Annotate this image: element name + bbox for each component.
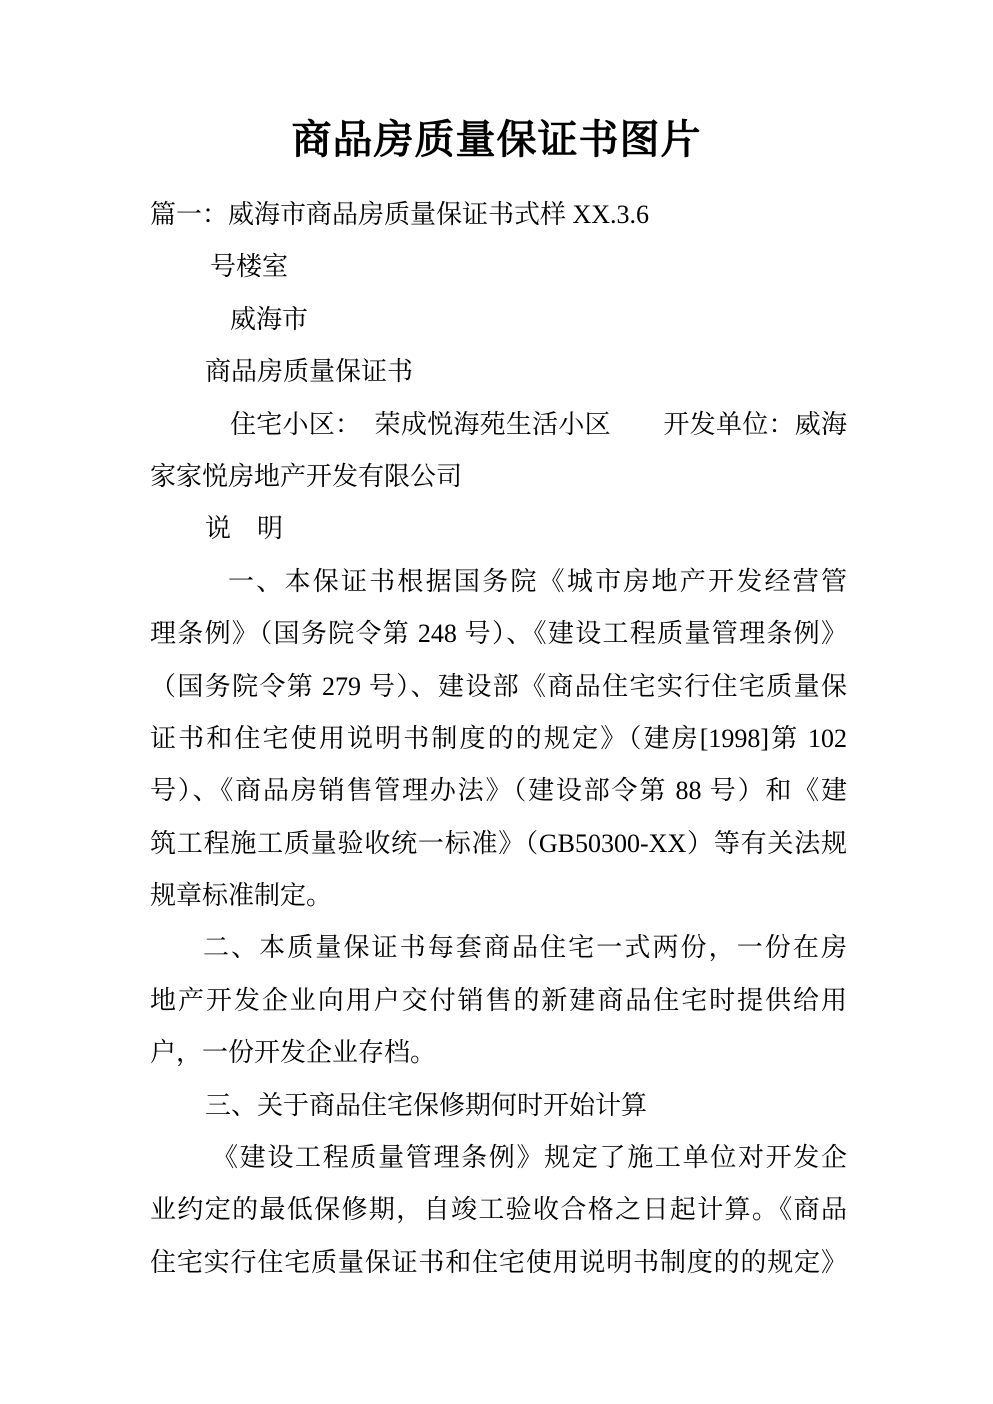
document-body <box>150 189 847 1289</box>
text-line: 户，一份开发企业存档。 <box>150 1038 437 1068</box>
text-line: 二、本质量保证书每套商品住宅一式两份，一份在房 <box>203 933 847 963</box>
text-line: 证书和住宅使用说明书制度的的规定》（建房[1998]第 102 <box>150 723 847 753</box>
text-line: 家家悦房地产开发有限公司 <box>150 461 463 491</box>
text-line: 筑工程施工质量验收统一标准》（GB50300-XX）等有关法规 <box>150 828 847 858</box>
text-line: 住宅实行住宅质量保证书和住宅使用说明书制度的的规定》 <box>150 1247 847 1277</box>
text-line: 理条例》（国务院令第 248 号）、《建设工程质量管理条例》 <box>150 619 847 649</box>
text-line: 地产开发企业向用户交付销售的新建商品住宅时提供给用 <box>150 985 847 1015</box>
text-line: 篇一：威海市商品房质量保证书式样 XX.3.6 <box>150 200 650 229</box>
text-line: 住宅小区： 荣成悦海苑生活小区 开发单位：威海 <box>230 409 847 439</box>
text-line: 威海市 <box>230 304 309 334</box>
text-line: 规章标准制定。 <box>150 881 333 911</box>
text-line: 业约定的最低保修期，自竣工验收合格之日起计算。《商品 <box>150 1195 847 1225</box>
text-line: 一、本保证书根据国务院《城市房地产开发经营管 <box>228 566 847 596</box>
text-line: 商品房质量保证书 <box>205 357 414 387</box>
text-line: 《建设工程质量管理条例》规定了施工单位对开发企 <box>212 1143 847 1173</box>
text-line: （国务院令第 279 号）、建设部《商品住宅实行住宅质量保 <box>150 671 847 701</box>
text-line: 号）、《商品房销售管理办法》（建设部令第 88 号）和《建 <box>150 776 847 806</box>
text-line: 三、关于商品住宅保修期何时开始计算 <box>205 1090 648 1120</box>
text-line: 说 明 <box>205 514 284 544</box>
text-line: 号楼室 <box>210 252 289 282</box>
document-title: 商品房质量保证书图片 <box>291 117 702 162</box>
